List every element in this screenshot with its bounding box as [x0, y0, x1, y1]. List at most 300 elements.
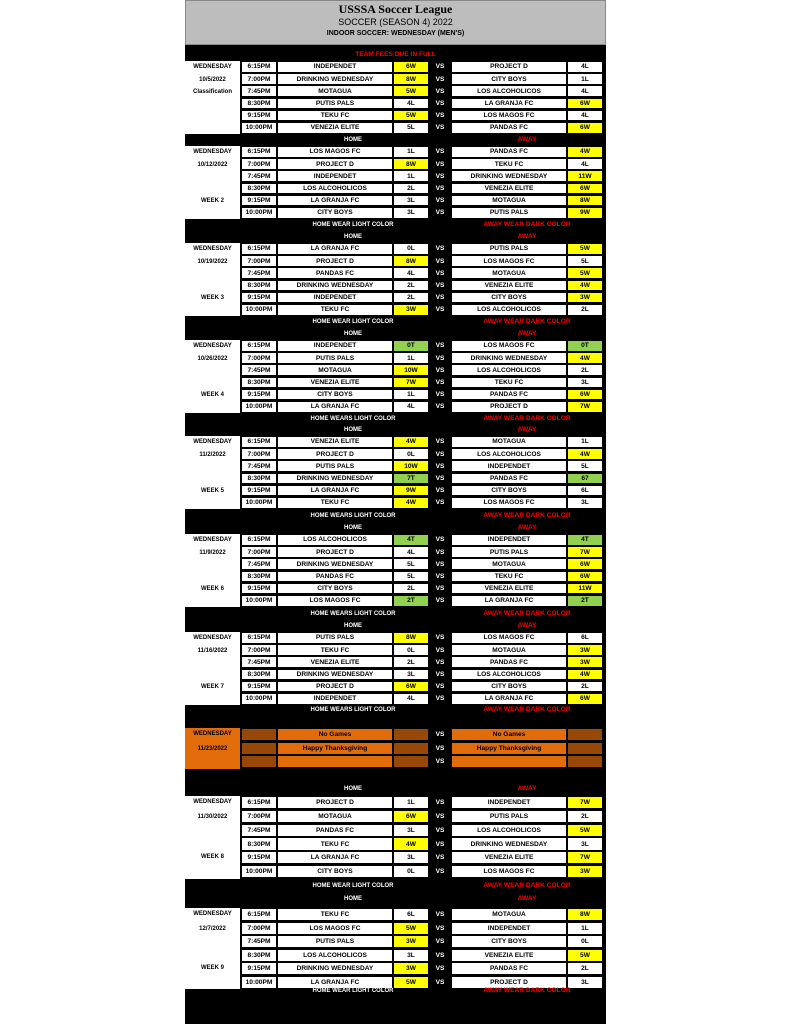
- away-team: PROJECT D: [451, 61, 567, 73]
- vs-label: VS: [435, 306, 445, 314]
- color-rule-2: [185, 219, 606, 230]
- home-team: Happy Thanksgiving: [277, 742, 393, 755]
- color-rule-4-home: HOME WEARS LIGHT COLOR: [310, 415, 396, 422]
- vs-label: VS: [435, 438, 445, 446]
- time-cell: 6:15PM: [241, 340, 277, 352]
- home-score: 1L: [393, 796, 429, 809]
- vs-label: VS: [435, 87, 445, 95]
- game-row: [185, 656, 606, 668]
- game-row: [185, 401, 606, 413]
- vs-label: VS: [435, 462, 445, 470]
- away-score: 4W: [567, 280, 603, 292]
- game-row: [185, 364, 606, 376]
- time-cell: 6:15PM: [241, 908, 277, 921]
- game-row: [185, 669, 606, 681]
- home-score: 10W: [393, 364, 429, 376]
- game-row: [185, 810, 606, 823]
- home-score: 5W: [393, 922, 429, 935]
- time-cell: 10:00PM: [241, 595, 277, 607]
- home-team: INDEPENDET: [277, 693, 393, 705]
- home-score: 3L: [393, 669, 429, 681]
- home-score: 4L: [393, 401, 429, 413]
- time-cell: 6:15PM: [241, 436, 277, 448]
- away-score: 6W: [567, 693, 603, 705]
- time-cell: 9:15PM: [241, 195, 277, 207]
- game-row: [185, 207, 606, 219]
- vs-label: VS: [435, 378, 445, 386]
- away-score: 4W: [567, 448, 603, 460]
- vs-label: VS: [435, 63, 445, 71]
- vs-label: VS: [435, 474, 445, 482]
- home-score: 3L: [393, 207, 429, 219]
- home-score: 0L: [393, 644, 429, 656]
- game-row: [185, 837, 606, 850]
- week-date: 10/5/2022: [199, 77, 226, 84]
- game-row: [185, 644, 606, 656]
- week-label: WEEK 5: [200, 487, 224, 494]
- away-team: PANDAS FC: [451, 146, 567, 158]
- game-row: [185, 583, 606, 595]
- home-score: 8W: [393, 73, 429, 85]
- day-label: WEDNESDAY: [193, 343, 232, 349]
- vs-label: VS: [435, 731, 445, 738]
- away-team: LOS ALCOHOLICOS: [451, 364, 567, 376]
- week-label: WEEK 3: [200, 294, 224, 301]
- away-score: 3W: [567, 865, 603, 878]
- vs-label: VS: [435, 683, 445, 691]
- color-rule-7: [185, 704, 606, 715]
- day-label: WEDNESDAY: [193, 731, 232, 737]
- vs-label: VS: [435, 160, 445, 168]
- home-away-header-1: [185, 134, 606, 145]
- time-cell: 6:15PM: [241, 243, 277, 255]
- time-cell: 8:30PM: [241, 949, 277, 962]
- game-row: [185, 292, 606, 304]
- home-team: PANDAS FC: [277, 824, 393, 837]
- color-rule-3-home: HOME WEAR LIGHT COLOR: [312, 318, 394, 325]
- away-team: LOS MAGOS FC: [451, 110, 567, 122]
- vs-label: VS: [435, 536, 445, 544]
- week-label: WEEK 9: [200, 965, 224, 971]
- game-row: [185, 352, 606, 364]
- vs-label: VS: [435, 112, 445, 120]
- away-team: DRINKING WEDNESDAY: [451, 170, 567, 182]
- home-team: PROJECT D: [277, 681, 393, 693]
- game-row: [185, 280, 606, 292]
- time-cell: 8:30PM: [241, 280, 277, 292]
- vs-label: VS: [435, 342, 445, 350]
- time-cell: 7:45PM: [241, 935, 277, 948]
- away-score: 1L: [567, 436, 603, 448]
- home-score: 3L: [393, 949, 429, 962]
- away-score: 3W: [567, 656, 603, 668]
- vs-label: VS: [435, 257, 445, 265]
- away-score: [567, 755, 603, 768]
- home-score: 3L: [393, 851, 429, 864]
- home-away-header-5: [185, 522, 606, 533]
- game-row: [185, 693, 606, 705]
- game-row: [185, 377, 606, 389]
- time-cell: 7:00PM: [241, 922, 277, 935]
- home-team: CITY BOYS: [277, 865, 393, 878]
- home-team: MOTAGUA: [277, 810, 393, 823]
- away-score: 6W: [567, 183, 603, 195]
- away-team: LA GRANJA FC: [451, 98, 567, 110]
- home-team: PROJECT D: [277, 448, 393, 460]
- home-score: 4T: [393, 534, 429, 546]
- vs-label: VS: [435, 366, 445, 374]
- game-row: [185, 195, 606, 207]
- week-label: WEEK 8: [200, 854, 224, 861]
- season-subtitle: SOCCER (SEASON 4) 2022: [338, 17, 453, 27]
- game-row: [185, 922, 606, 935]
- home-away-header-1-home: HOME: [344, 136, 362, 143]
- color-rule-5-away: AWAY WEAR DARK COLOR: [483, 512, 571, 519]
- away-score: 6W: [567, 571, 603, 583]
- home-score: 8W: [393, 255, 429, 267]
- home-score: 0L: [393, 448, 429, 460]
- home-score: 4L: [393, 98, 429, 110]
- vs-label: VS: [435, 634, 445, 642]
- time-cell: 10:00PM: [241, 976, 277, 989]
- away-team: TEKU FC: [451, 377, 567, 389]
- holiday-row: [185, 755, 606, 768]
- away-team: MOTAGUA: [451, 908, 567, 921]
- away-score: 6W: [567, 558, 603, 570]
- away-team: MOTAGUA: [451, 558, 567, 570]
- away-team: PANDAS FC: [451, 122, 567, 134]
- color-rule-5: [185, 510, 606, 521]
- away-team: CITY BOYS: [451, 935, 567, 948]
- away-score: 8W: [567, 195, 603, 207]
- home-team: INDEPENDET: [277, 170, 393, 182]
- vs-label: VS: [435, 758, 445, 765]
- time-cell: 8:30PM: [241, 837, 277, 850]
- away-score: 6W: [567, 389, 603, 401]
- away-score: 0L: [567, 935, 603, 948]
- home-score: 1L: [393, 389, 429, 401]
- away-team: No Games: [451, 728, 567, 741]
- home-score: 5L: [393, 122, 429, 134]
- away-team: PUTIS PALS: [451, 546, 567, 558]
- away-team: Happy Thanksgiving: [451, 742, 567, 755]
- away-score: 4L: [567, 85, 603, 97]
- vs-label: VS: [435, 124, 445, 132]
- home-score: 2L: [393, 183, 429, 195]
- game-row: [185, 595, 606, 607]
- away-score: 5W: [567, 243, 603, 255]
- time-cell: 8:30PM: [241, 473, 277, 485]
- home-away-header-2-away: AWAY: [517, 233, 537, 240]
- away-score: 7W: [567, 851, 603, 864]
- away-team: VENEZIA ELITE: [451, 183, 567, 195]
- home-score: 6W: [393, 810, 429, 823]
- home-team: TEKU FC: [277, 837, 393, 850]
- home-team: PROJECT D: [277, 546, 393, 558]
- home-score: 5W: [393, 85, 429, 97]
- away-score: 4W: [567, 669, 603, 681]
- time-cell: 8:30PM: [241, 183, 277, 195]
- home-away-header-5-home: HOME: [344, 524, 362, 531]
- week-label: WEEK 7: [200, 683, 224, 690]
- home-team: PANDAS FC: [277, 571, 393, 583]
- time-cell: 7:45PM: [241, 267, 277, 279]
- time-cell: 9:15PM: [241, 110, 277, 122]
- home-away-header-8-away: AWAY: [517, 785, 537, 792]
- week-date: 11/30/2022: [197, 813, 228, 820]
- home-score: 8W: [393, 632, 429, 644]
- home-score: 4W: [393, 837, 429, 850]
- home-away-header-9: [185, 893, 606, 904]
- home-score: 1L: [393, 170, 429, 182]
- home-score: 5L: [393, 571, 429, 583]
- vs-label: VS: [435, 965, 445, 972]
- vs-label: VS: [435, 840, 445, 848]
- home-score: 5W: [393, 976, 429, 989]
- home-score: 4W: [393, 497, 429, 509]
- away-team: VENEZIA ELITE: [451, 583, 567, 595]
- home-away-header-6-away: AWAY: [517, 622, 537, 629]
- home-team: TEKU FC: [277, 644, 393, 656]
- game-row: [185, 122, 606, 134]
- home-away-header-6: [185, 620, 606, 631]
- game-row: [185, 110, 606, 122]
- vs-label: VS: [435, 799, 445, 807]
- vs-label: VS: [435, 548, 445, 556]
- day-label: WEDNESDAY: [193, 439, 232, 445]
- home-team: TEKU FC: [277, 110, 393, 122]
- home-team: LA GRANJA FC: [277, 976, 393, 989]
- game-row: [185, 824, 606, 837]
- away-team: LOS ALCOHOLICOS: [451, 304, 567, 316]
- color-rule-6-away: AWAY WEAR DARK COLOR: [483, 610, 571, 617]
- time-cell: 10:00PM: [241, 693, 277, 705]
- away-score: 3W: [567, 644, 603, 656]
- color-rule-final-away: AWAY WEAR DARK COLOR: [483, 987, 571, 994]
- away-team: CITY BOYS: [451, 681, 567, 693]
- time-cell: 7:00PM: [241, 158, 277, 170]
- vs-label: VS: [435, 812, 445, 820]
- away-score: 4L: [567, 110, 603, 122]
- vs-label: VS: [435, 354, 445, 362]
- day-label: WEDNESDAY: [193, 635, 232, 641]
- game-row: [185, 632, 606, 644]
- away-team: [451, 755, 567, 768]
- day-label: WEDNESDAY: [193, 246, 232, 252]
- home-team: TEKU FC: [277, 497, 393, 509]
- away-team: DRINKING WEDNESDAY: [451, 352, 567, 364]
- away-team: PANDAS FC: [451, 962, 567, 975]
- home-team: MOTAGUA: [277, 364, 393, 376]
- away-score: 3L: [567, 377, 603, 389]
- home-score: [393, 755, 429, 768]
- away-team: VENEZIA ELITE: [451, 280, 567, 292]
- time-cell: 10:00PM: [241, 207, 277, 219]
- color-rule-4: [185, 413, 606, 424]
- vs-label: VS: [435, 572, 445, 580]
- vs-label: VS: [435, 499, 445, 507]
- home-score: 4L: [393, 546, 429, 558]
- vs-label: VS: [435, 403, 445, 411]
- color-rule-6-home: HOME WEARS LIGHT COLOR: [310, 610, 396, 617]
- away-team: LOS ALCOHOLICOS: [451, 669, 567, 681]
- week-label: Classification: [192, 89, 232, 96]
- home-team: No Games: [277, 728, 393, 741]
- away-score: 7W: [567, 401, 603, 413]
- home-team: PUTIS PALS: [277, 632, 393, 644]
- game-row: [185, 98, 606, 110]
- vs-label: VS: [435, 585, 445, 593]
- home-score: 1L: [393, 352, 429, 364]
- home-away-header-3-home: HOME: [344, 330, 362, 337]
- day-label: WEDNESDAY: [193, 64, 232, 70]
- time-cell: 7:00PM: [241, 644, 277, 656]
- away-score: 67: [567, 473, 603, 485]
- game-row: [185, 146, 606, 158]
- vs-label: VS: [435, 245, 445, 253]
- time-cell: 8:30PM: [241, 669, 277, 681]
- home-team: VENEZIA ELITE: [277, 122, 393, 134]
- home-team: PUTIS PALS: [277, 352, 393, 364]
- day-label: WEDNESDAY: [193, 537, 232, 543]
- time-cell: 6:15PM: [241, 796, 277, 809]
- color-rule-9-home: HOME WEAR LIGHT COLOR: [312, 882, 394, 889]
- away-team: PANDAS FC: [451, 473, 567, 485]
- color-rule-4-away: AWAY WEAR DARK COLOR: [483, 415, 571, 422]
- home-away-header-2-home: HOME: [344, 233, 362, 240]
- home-score: 4L: [393, 693, 429, 705]
- time-cell: 8:30PM: [241, 571, 277, 583]
- away-team: LOS MAGOS FC: [451, 340, 567, 352]
- away-team: MOTAGUA: [451, 644, 567, 656]
- game-row: [185, 908, 606, 921]
- away-score: 3L: [567, 837, 603, 850]
- away-team: PANDAS FC: [451, 389, 567, 401]
- game-row: [185, 473, 606, 485]
- color-rule-6: [185, 608, 606, 619]
- away-score: 6W: [567, 98, 603, 110]
- home-team: LOS MAGOS FC: [277, 146, 393, 158]
- away-team: LOS MAGOS FC: [451, 255, 567, 267]
- home-score: 3W: [393, 935, 429, 948]
- home-score: 6W: [393, 61, 429, 73]
- home-team: LA GRANJA FC: [277, 195, 393, 207]
- vs-label: VS: [435, 868, 445, 876]
- color-rule-5-home: HOME WEARS LIGHT COLOR: [310, 512, 396, 519]
- time-cell: 7:45PM: [241, 460, 277, 472]
- vs-label: VS: [435, 911, 445, 918]
- away-team: PROJECT D: [451, 976, 567, 989]
- day-label: WEDNESDAY: [193, 799, 232, 805]
- away-score: 2L: [567, 810, 603, 823]
- home-score: 3L: [393, 824, 429, 837]
- home-score: [393, 742, 429, 755]
- away-team: MOTAGUA: [451, 436, 567, 448]
- vs-label: VS: [435, 744, 445, 752]
- vs-label: VS: [435, 487, 445, 495]
- home-score: 3W: [393, 304, 429, 316]
- game-row: [185, 796, 606, 809]
- home-away-header-3: [185, 328, 606, 339]
- home-team: TEKU FC: [277, 304, 393, 316]
- home-team: DRINKING WEDNESDAY: [277, 962, 393, 975]
- away-team: PANDAS FC: [451, 656, 567, 668]
- vs-label: VS: [435, 294, 445, 302]
- holiday-row: [185, 728, 606, 741]
- time-cell: 6:15PM: [241, 61, 277, 73]
- game-row: [185, 267, 606, 279]
- home-score: 0L: [393, 243, 429, 255]
- day-label: WEDNESDAY: [193, 911, 232, 917]
- away-score: 2L: [567, 304, 603, 316]
- vs-label: VS: [435, 560, 445, 568]
- color-rule-2-home: HOME WEAR LIGHT COLOR: [312, 221, 394, 228]
- week-date: 11/16/2022: [197, 648, 228, 655]
- home-team: MOTAGUA: [277, 85, 393, 97]
- home-team: LOS ALCOHOLICOS: [277, 183, 393, 195]
- vs-label: VS: [435, 75, 445, 83]
- home-team: LOS ALCOHOLICOS: [277, 534, 393, 546]
- vs-label: VS: [435, 281, 445, 289]
- vs-label: VS: [435, 597, 445, 605]
- home-away-header-4-home: HOME: [344, 426, 362, 433]
- time-cell: 7:45PM: [241, 824, 277, 837]
- away-score: 6L: [567, 632, 603, 644]
- away-team: CITY BOYS: [451, 73, 567, 85]
- home-team: LA GRANJA FC: [277, 243, 393, 255]
- home-score: 2L: [393, 656, 429, 668]
- home-score: 2T: [393, 595, 429, 607]
- away-score: 3L: [567, 976, 603, 989]
- week-date: 11/9/2022: [199, 550, 226, 557]
- week-date: 11/2/2022: [199, 452, 226, 459]
- away-team: LOS MAGOS FC: [451, 632, 567, 644]
- away-score: 5L: [567, 460, 603, 472]
- home-score: 8W: [393, 158, 429, 170]
- vs-label: VS: [435, 391, 445, 399]
- time-cell: 7:00PM: [241, 255, 277, 267]
- game-row: [185, 534, 606, 546]
- away-score: 4T: [567, 534, 603, 546]
- game-row: [185, 170, 606, 182]
- time-cell: 7:00PM: [241, 73, 277, 85]
- away-score: 5W: [567, 949, 603, 962]
- home-score: 7W: [393, 377, 429, 389]
- time-cell: 9:15PM: [241, 389, 277, 401]
- home-score: 5L: [393, 558, 429, 570]
- time-cell: 8:30PM: [241, 98, 277, 110]
- away-score: 5W: [567, 824, 603, 837]
- home-team: LA GRANJA FC: [277, 401, 393, 413]
- game-row: [185, 73, 606, 85]
- away-score: 3L: [567, 497, 603, 509]
- home-team: PROJECT D: [277, 158, 393, 170]
- home-team: INDEPENDET: [277, 292, 393, 304]
- home-score: 4L: [393, 267, 429, 279]
- home-team: PANDAS FC: [277, 267, 393, 279]
- home-team: DRINKING WEDNESDAY: [277, 669, 393, 681]
- time-cell: 9:15PM: [241, 292, 277, 304]
- time-cell: 7:45PM: [241, 656, 277, 668]
- game-row: [185, 448, 606, 460]
- week-date: 10/26/2022: [197, 356, 228, 363]
- game-row: [185, 85, 606, 97]
- home-team: INDEPENDET: [277, 61, 393, 73]
- time-cell: [241, 742, 277, 755]
- game-row: [185, 61, 606, 73]
- home-team: DRINKING WEDNESDAY: [277, 558, 393, 570]
- home-team: INDEPENDET: [277, 340, 393, 352]
